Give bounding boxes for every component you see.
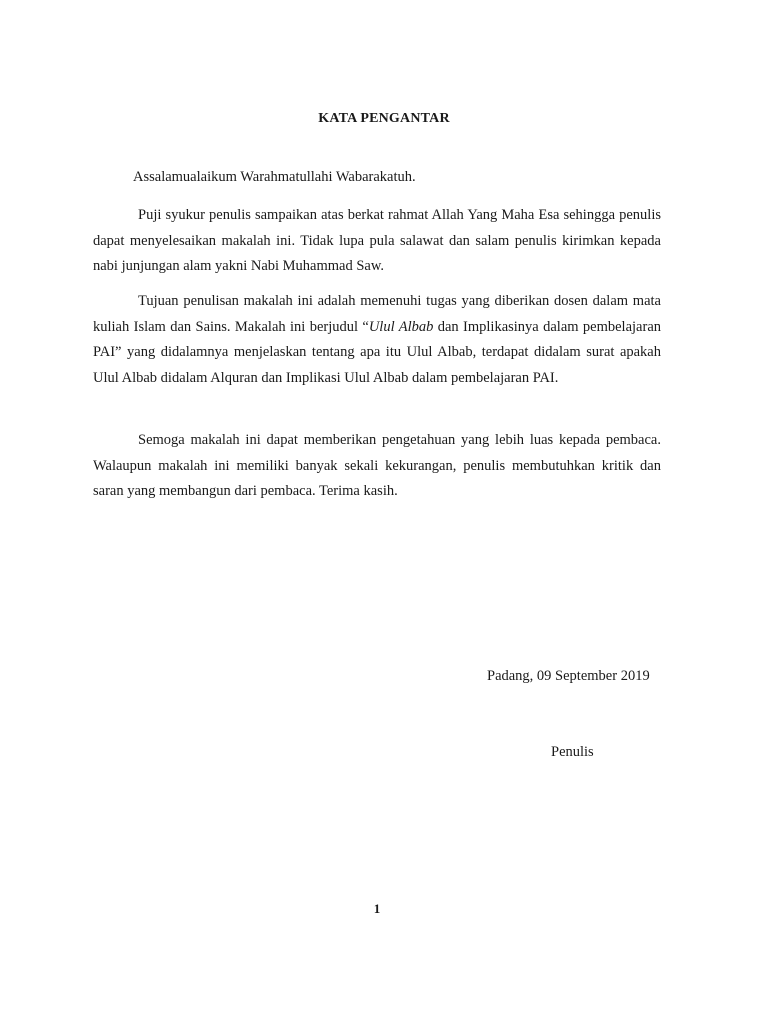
paragraph-2-text-after: dan Implikasinya dalam pembelajaran PAI” yang didalamnya menjelaskan tentang apa itu Ulul Albab, terdapat didalam surat apakah Ulul Albab didalam Alquran dan Implikasi Ulul Albab dalam pembelajaran PAI. xyxy=(93,318,662,386)
paragraph-2 xyxy=(93,289,661,391)
paragraph-2-text-before: Tujuan penulisan makalah ini adalah memenuhi tugas yang diberikan dosen dalam mata kuliah Islam dan Sains. Makalah ini berjudul “ xyxy=(93,293,661,335)
paragraph-2-emphasis: Ulul Albab xyxy=(368,318,434,335)
author-signature: Penulis xyxy=(551,744,594,760)
paragraph-1-text: Puji syukur penulis sampaikan atas berkat rahmat Allah Yang Maha Esa sehingga penulis dapat menyelesaikan makalah ini. Tidak lupa pula salawat dan salam penulis kirimkan kepada nabi junjungan alam yakni Nabi Muhammad Saw. xyxy=(93,207,661,274)
paragraph-3 xyxy=(93,428,661,505)
paragraph-3-text: Semoga makalah ini dapat memberikan pengetahuan yang lebih luas kepada pembaca. Walaupun makalah ini memiliki banyak sekali kekurangan, penulis membutuhkan kritik dan saran yang membangun dari pembaca. Terima kasih. xyxy=(93,432,661,499)
paragraph-1 xyxy=(93,203,661,280)
page-title: KATA PENGANTAR xyxy=(318,111,450,126)
page-number: 1 xyxy=(373,901,381,916)
greeting: Assalamualaikum Warahmatullahi Wabarakatuh. xyxy=(133,169,416,185)
place-date: Padang, 09 September 2019 xyxy=(487,668,650,684)
